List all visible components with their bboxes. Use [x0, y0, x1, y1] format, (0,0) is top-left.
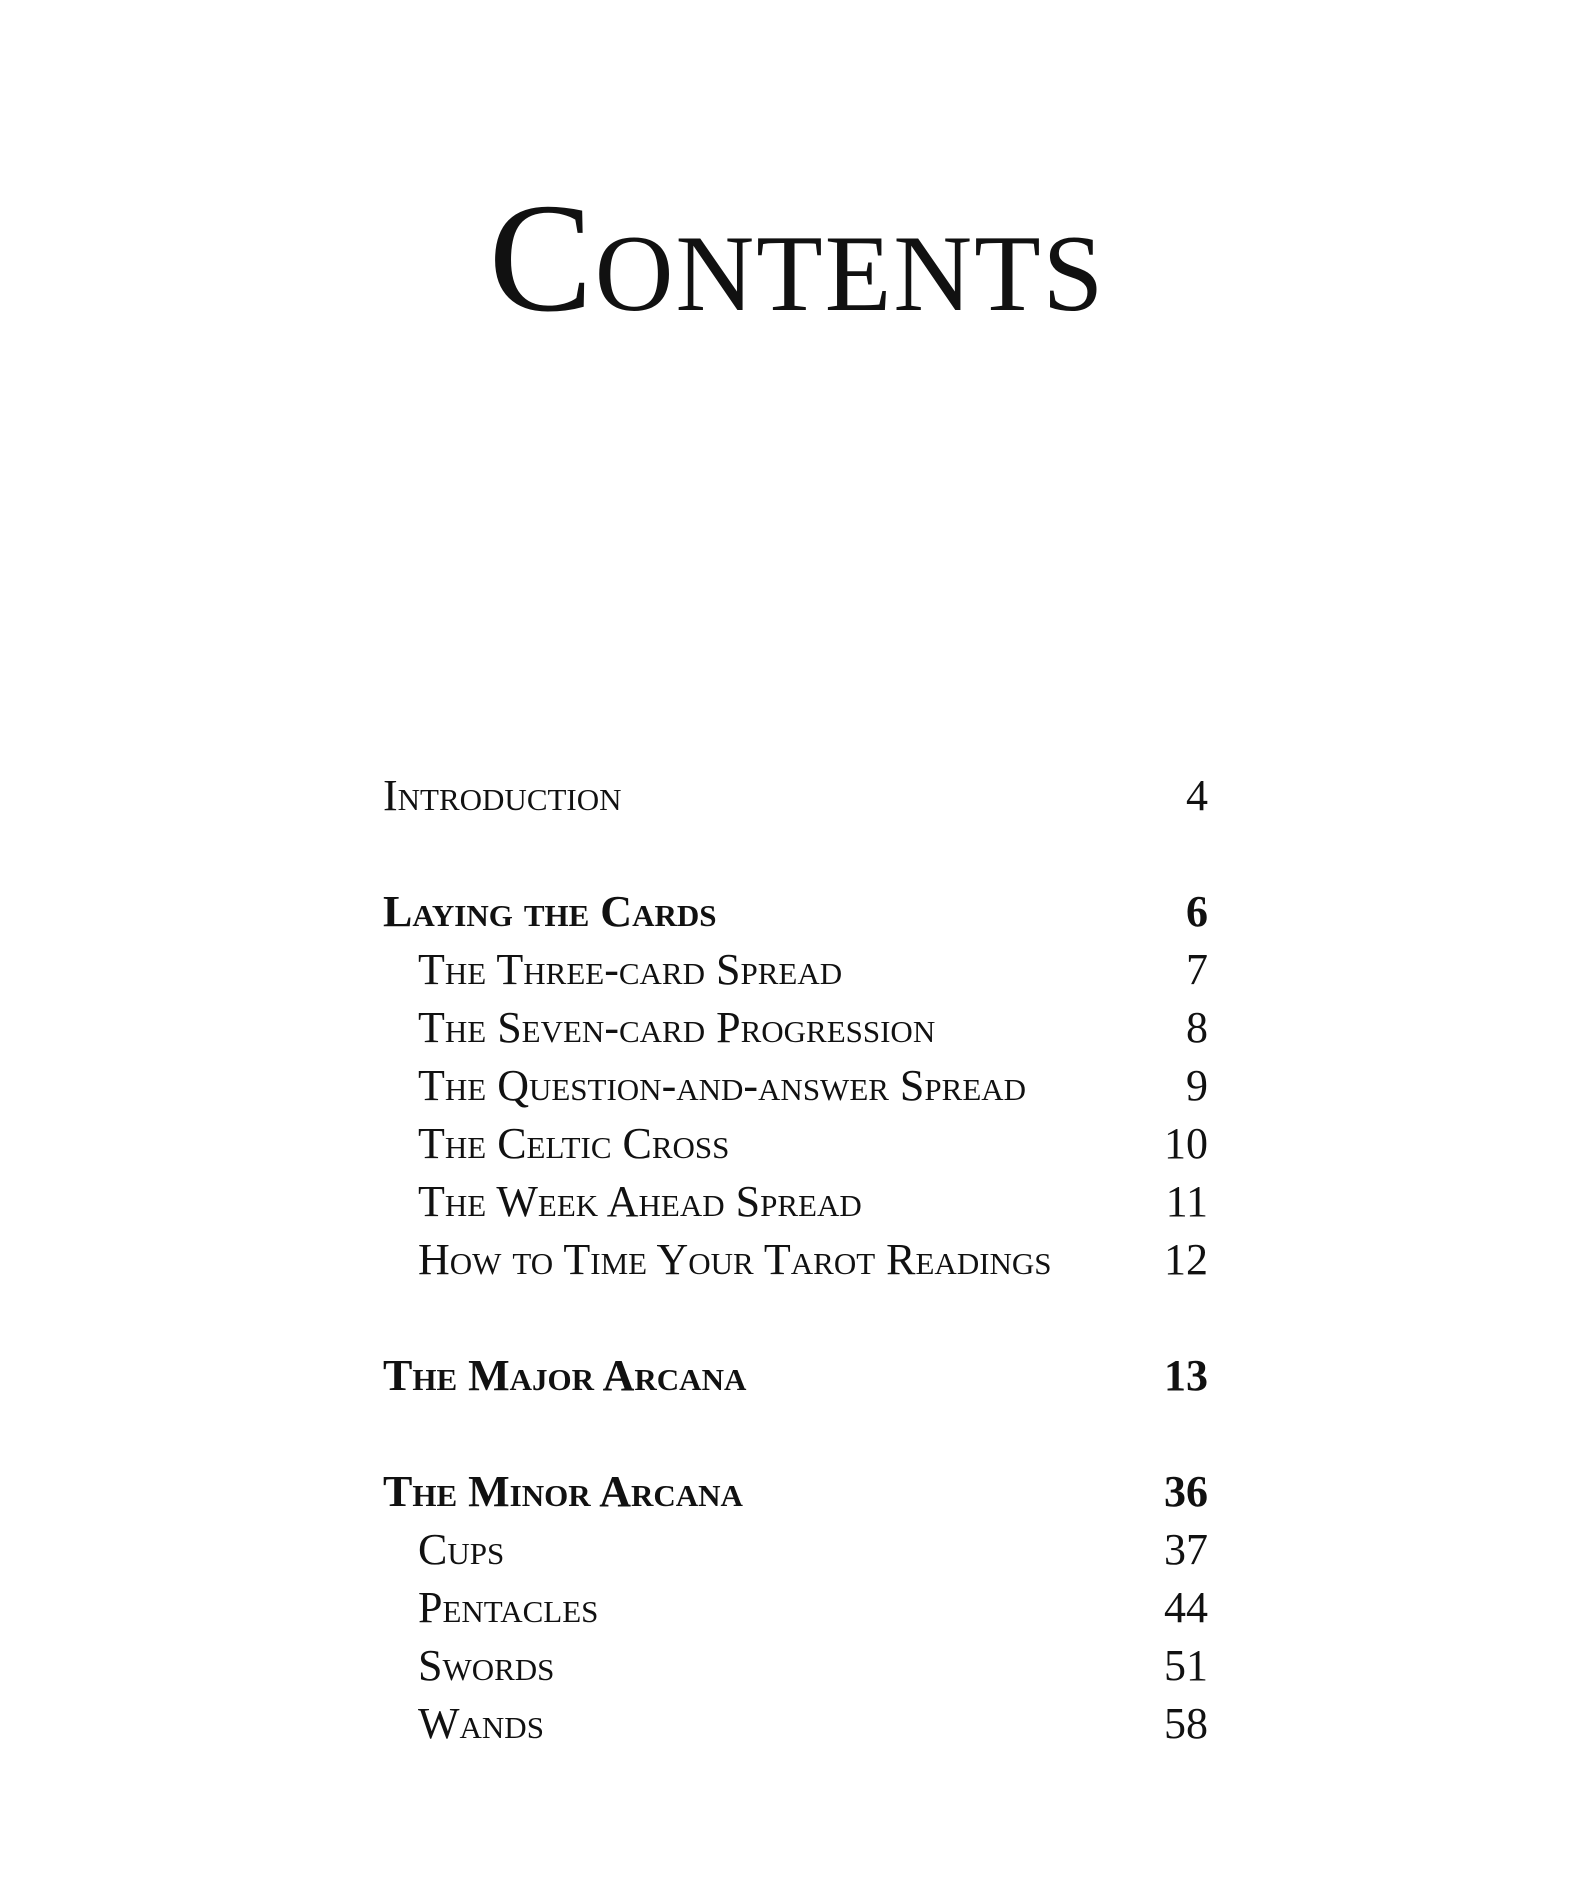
toc-entry-page: 8	[1186, 1003, 1208, 1052]
toc-entry-page: 6	[1186, 887, 1208, 936]
toc-entry-page: 7	[1186, 945, 1208, 994]
toc-entry-title: The Week Ahead Spread	[418, 1177, 862, 1226]
toc-entry-title: Laying the Cards	[383, 887, 717, 936]
toc-entry-page: 12	[1164, 1235, 1208, 1284]
toc-entry-seven-card-progression[interactable]	[383, 1002, 1208, 1054]
toc-entry-title: Introduction	[383, 771, 622, 820]
toc-entry-minor-arcana[interactable]	[383, 1466, 1208, 1518]
toc-entry-question-and-answer-spread[interactable]	[383, 1060, 1208, 1112]
toc-entry-laying-the-cards[interactable]	[383, 886, 1208, 938]
toc-entry-week-ahead-spread[interactable]	[383, 1176, 1208, 1228]
toc-entry-title: How to Time Your Tarot Readings	[418, 1235, 1052, 1284]
toc-entry-celtic-cross[interactable]	[383, 1118, 1208, 1170]
toc-entry-title: Swords	[418, 1641, 555, 1690]
toc-entry-title: Cups	[418, 1525, 505, 1574]
toc-entry-page: 36	[1164, 1467, 1208, 1516]
toc-entry-title: The Seven-card Progression	[418, 1003, 936, 1052]
toc-entry-swords[interactable]	[383, 1640, 1208, 1692]
toc-entry-major-arcana[interactable]	[383, 1350, 1208, 1402]
toc-entry-page: 13	[1164, 1351, 1208, 1400]
toc-entry-title: The Question-and-answer Spread	[418, 1061, 1027, 1110]
toc-entry-cups[interactable]	[383, 1524, 1208, 1576]
toc-entry-page: 58	[1164, 1699, 1208, 1748]
toc-entry-title: The Major Arcana	[383, 1351, 747, 1400]
toc-entry-page: 10	[1164, 1119, 1208, 1168]
toc-entry-pentacles[interactable]	[383, 1582, 1208, 1634]
toc-entry-page: 4	[1186, 771, 1208, 820]
toc-entry-page: 51	[1164, 1641, 1208, 1690]
toc-entry-title: The Three-card Spread	[418, 945, 843, 994]
toc-entry-wands[interactable]	[383, 1698, 1208, 1750]
toc-entry-title: The Celtic Cross	[418, 1119, 730, 1168]
toc-entry-three-card-spread[interactable]	[383, 944, 1208, 996]
toc-entry-time-your-readings[interactable]	[383, 1234, 1208, 1286]
toc-entry-title: The Minor Arcana	[383, 1467, 743, 1516]
toc-entry-introduction[interactable]	[383, 770, 1208, 822]
page-title: Contents	[488, 171, 1106, 344]
toc-entry-page: 44	[1164, 1583, 1208, 1632]
toc-entry-page: 37	[1164, 1525, 1208, 1574]
toc-entry-title: Wands	[418, 1699, 544, 1748]
toc-entry-title: Pentacles	[418, 1583, 599, 1632]
toc-entry-page: 9	[1186, 1061, 1208, 1110]
toc-entry-page: 11	[1165, 1177, 1208, 1226]
